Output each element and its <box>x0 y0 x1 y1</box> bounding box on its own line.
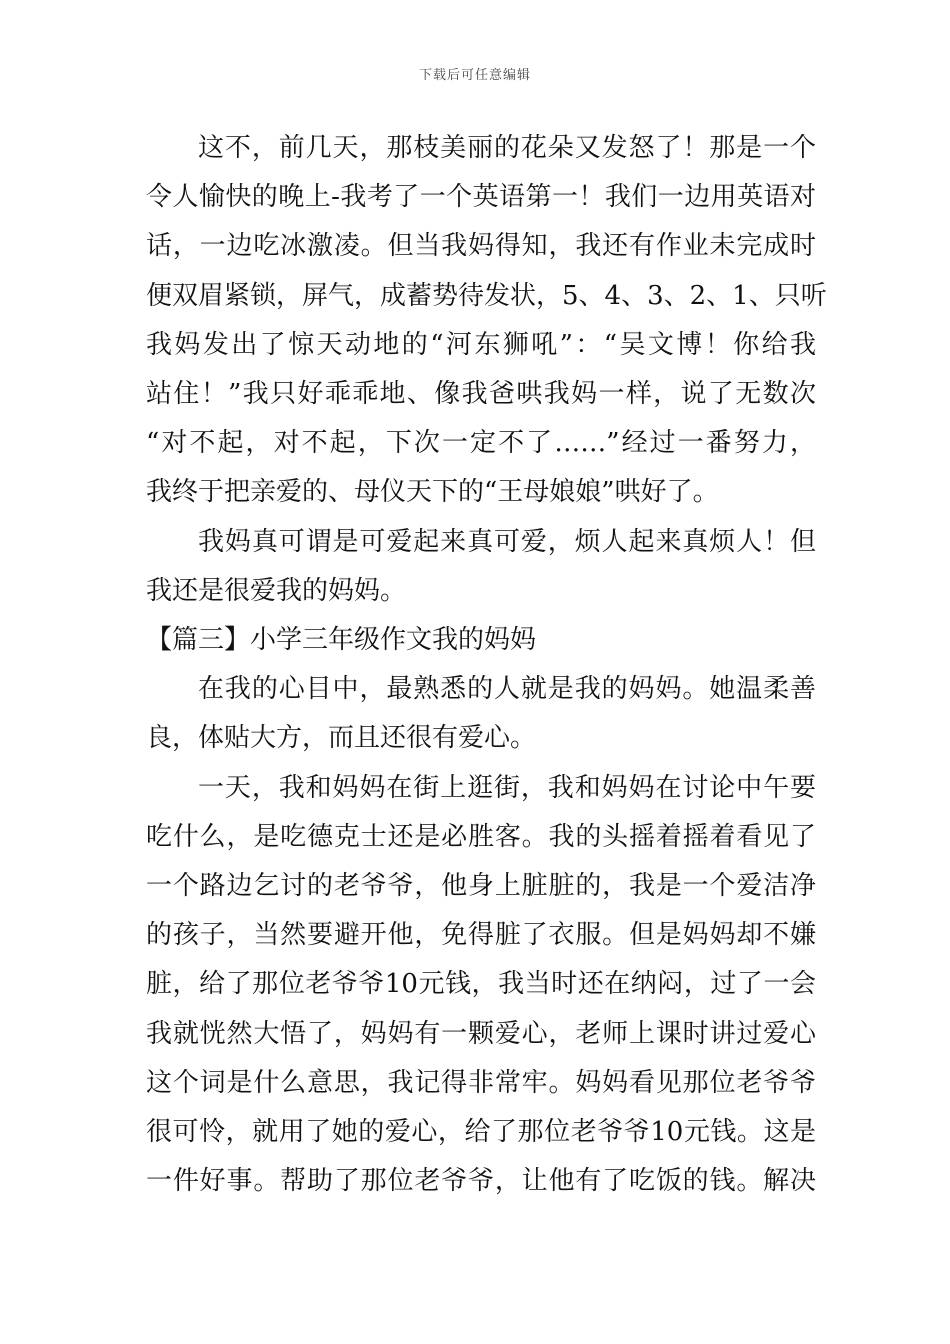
text-line: 我终于把亲爱的、母仪天下的“王母娘娘”哄好了。 <box>146 477 719 508</box>
text-line: 我还是很爱我的妈妈。 <box>146 575 407 606</box>
text-line: 的孩子，当然要避开他，免得脏了衣服。但是妈妈却不嫌 <box>146 920 816 951</box>
text-line: 我妈发出了惊天动地的“河东狮吼”：“吴文博！你给我 <box>146 329 816 360</box>
text-line: 这个词是什么意思，我记得非常牢。妈妈看见那位老爷爷 <box>146 1067 816 1098</box>
paragraph <box>146 665 816 763</box>
text-line: 吃什么，是吃德克士还是必胜客。我的头摇着摇着看见了 <box>146 821 816 852</box>
text-line: 我就恍然大悟了，妈妈有一颗爱心，老师上课时讲过爱心 <box>146 1018 816 1049</box>
text-line: 一个路边乞讨的老爷爷，他身上脏脏的，我是一个爱洁净 <box>146 871 816 902</box>
paragraph <box>146 518 816 616</box>
section-heading <box>146 616 816 665</box>
text-line: 一天，我和妈妈在街上逛街，我和妈妈在讨论中午要 <box>198 772 816 803</box>
text-line: 我妈真可谓是可爱起来真可爱，烦人起来真烦人！但 <box>198 526 816 557</box>
document-body <box>146 124 827 1206</box>
text-line: “对不起，对不起，下次一定不了……”经过一番努力， <box>146 428 816 459</box>
text-line: 这不，前几天，那枝美丽的花朵又发怒了！那是一个 <box>198 133 816 163</box>
text-line: 【篇三】小学三年级作文我的妈妈 <box>146 625 537 656</box>
text-line: 很可怜，就用了她的爱心，给了那位老爷爷10元钱。这是 <box>146 1117 816 1148</box>
paragraph <box>146 124 827 518</box>
text-line: 在我的心目中，最熟悉的人就是我的妈妈。她温柔善 <box>198 674 816 705</box>
text-line: 便双眉紧锁，屏气，成蓄势待发状，5、4、3、2、1、只听 <box>146 280 827 311</box>
text-line: 一件好事。帮助了那位老爷爷，让他有了吃饭的钱。解决 <box>146 1166 816 1197</box>
text-line: 令人愉快的晚上-我考了一个英语第一！我们一边用英语对 <box>146 182 816 213</box>
text-line: 脏，给了那位老爷爷10元钱，我当时还在纳闷，过了一会 <box>146 969 816 1000</box>
paragraph <box>146 764 816 1207</box>
text-line: 站住！”我只好乖乖地、像我爸哄我妈一样，说了无数次 <box>146 379 816 410</box>
text-line: 话，一边吃冰激凌。但当我妈得知，我还有作业未完成时 <box>146 231 816 262</box>
text-line: 良，体贴大方，而且还很有爱心。 <box>146 723 537 754</box>
page-header: 下载后可任意编辑 <box>418 68 531 83</box>
